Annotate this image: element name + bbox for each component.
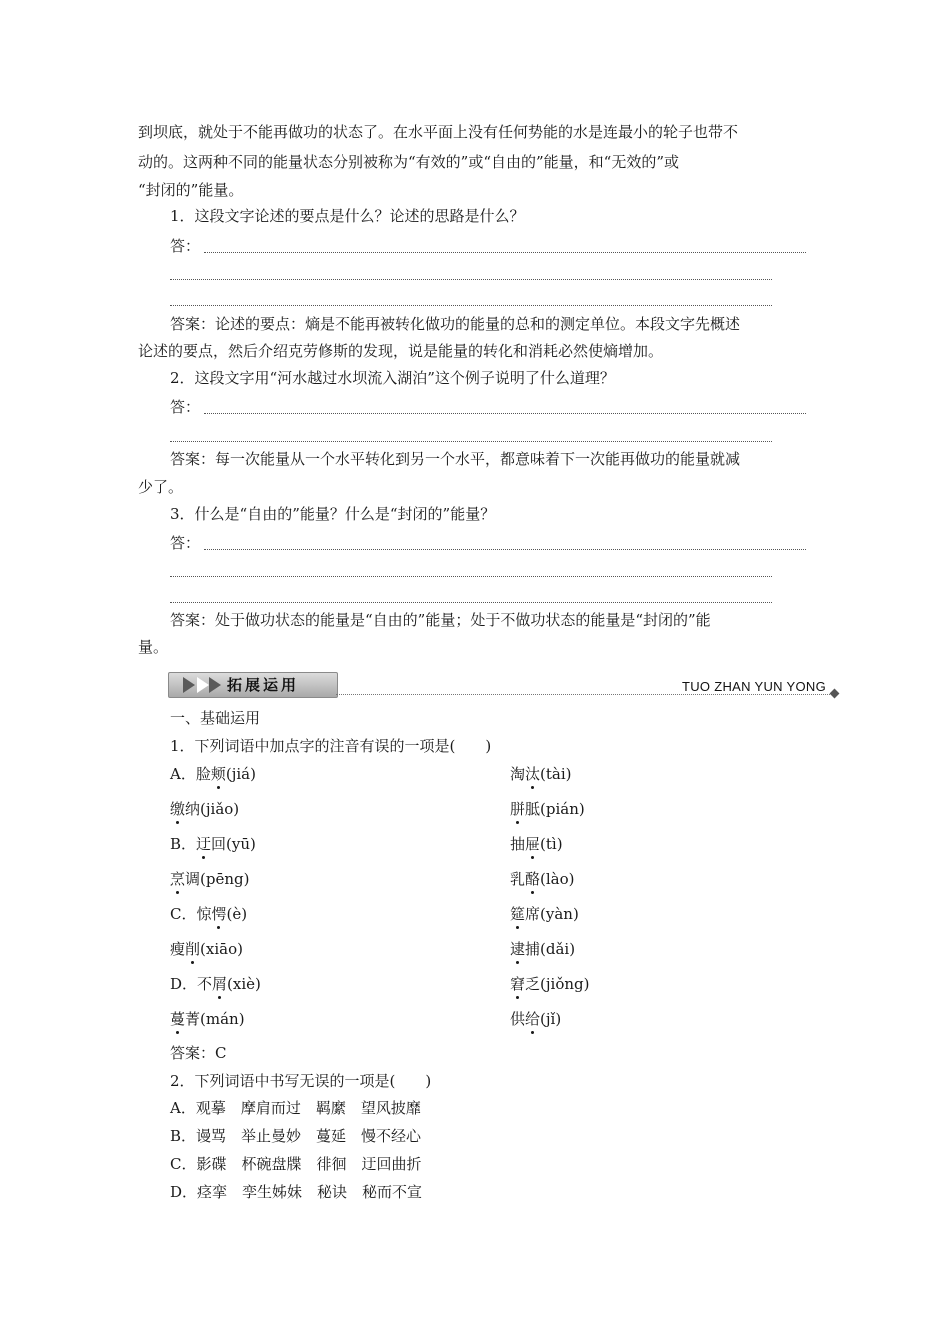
intro-line-3: “封闭的”能量。	[138, 181, 244, 199]
option-word-left	[170, 764, 256, 784]
mcq-2-option-a[interactable]: A．观摹 摩肩而过 羁縻 望风披靡	[170, 1099, 421, 1117]
option-text: (jiá)	[225, 765, 256, 783]
option-text: 胝(pián)	[525, 800, 585, 818]
option-text: 供	[510, 1010, 526, 1028]
dotted-character: 蔓	[170, 1010, 186, 1028]
option-text: (lào)	[540, 870, 575, 888]
banner-divider	[336, 694, 830, 695]
mcq-2-question: 2．下列词语中书写无误的一项是( )	[170, 1072, 432, 1090]
banner-label-box	[168, 672, 338, 698]
option-text: 瘦	[170, 940, 186, 958]
answer-3-line-1: 答案：处于做功状态的能量是“自由的”能量；处于不做功状态的能量是“封闭的”能	[170, 611, 711, 629]
intro-line-1: 到坝底，就处于不能再做功的状态了。在水平面上没有任何势能的水是连最小的轮子也带不	[138, 123, 739, 141]
option-text: 席(yàn)	[525, 905, 579, 923]
dotted-character: 胼	[510, 800, 526, 818]
option-text: 淘	[510, 765, 526, 783]
answer-label-3: 答：	[170, 534, 201, 552]
chevron-right-icon	[183, 677, 195, 693]
answer-blank-line[interactable]	[204, 549, 806, 550]
option-word-left	[170, 834, 256, 854]
option-word-right	[510, 1009, 561, 1029]
option-word-right	[510, 869, 575, 889]
option-text: A．脸	[170, 765, 211, 783]
dotted-character: 给	[525, 1010, 541, 1028]
option-word-right	[510, 764, 572, 784]
option-word-right	[510, 799, 585, 819]
answer-blank-line[interactable]	[204, 252, 806, 253]
section-banner	[168, 670, 840, 700]
answer-label-2: 答：	[170, 398, 201, 416]
option-word-left	[170, 904, 247, 924]
banner-subtitle: TUO ZHAN YUN YONG	[681, 679, 826, 694]
option-text: (è)	[226, 905, 248, 923]
option-word-left	[170, 974, 261, 994]
option-text: (jǐ)	[540, 1010, 562, 1028]
option-text: (xiāo)	[200, 940, 243, 958]
diamond-icon	[830, 689, 840, 699]
option-word-right	[510, 904, 579, 924]
dotted-character: 窘	[510, 975, 526, 993]
option-text: D．不	[170, 975, 213, 993]
answer-label-1: 答：	[170, 237, 201, 255]
option-word-right	[510, 939, 575, 959]
mcq-1-question: 1．下列词语中加点字的注音有误的一项是( )	[170, 737, 492, 755]
answer-2-line-2: 少了。	[138, 478, 184, 496]
mcq-2-option-d[interactable]: D．痉挛 孪生姊妹 秘诀 秘而不宣	[170, 1183, 423, 1201]
answer-blank-line[interactable]	[204, 413, 806, 414]
dotted-character: 烹	[170, 870, 186, 888]
dotted-character: 颊	[210, 765, 226, 783]
dotted-character: 屑	[212, 975, 228, 993]
answer-1-line-2: 论述的要点，然后介绍克劳修斯的发现，说是能量的转化和消耗必然使熵增加。	[138, 342, 664, 360]
section-heading: 一、基础运用	[170, 709, 261, 727]
dotted-character: 愕	[211, 905, 227, 923]
option-text: 菁(mán)	[185, 1010, 245, 1028]
option-text: (tì)	[540, 835, 563, 853]
chevron-right-icon	[209, 677, 221, 693]
dotted-character: 缴	[170, 800, 186, 818]
option-text: 调(pēng)	[185, 870, 250, 888]
option-word-left	[170, 939, 243, 959]
option-text: 抽	[510, 835, 526, 853]
mcq-1-answer: 答案：C	[170, 1044, 227, 1062]
option-word-left	[170, 1009, 245, 1029]
option-word-right	[510, 974, 589, 994]
answer-3-line-2: 量。	[138, 638, 169, 656]
dotted-character: 迂	[196, 835, 212, 853]
answer-blank-line[interactable]	[170, 576, 772, 577]
mcq-2-option-c[interactable]: C．影碟 杯碗盘牒 徘徊 迂回曲折	[170, 1155, 422, 1173]
question-1: 1．这段文字论述的要点是什么？论述的思路是什么？	[170, 207, 525, 225]
dotted-character: 屉	[525, 835, 541, 853]
dotted-character: 汰	[525, 765, 541, 783]
question-2: 2．这段文字用“河水越过水坝流入湖泊”这个例子说明了什么道理？	[170, 369, 615, 387]
dotted-character: 酪	[525, 870, 541, 888]
dotted-character: 筵	[510, 905, 526, 923]
option-text: 乳	[510, 870, 526, 888]
option-text: (tài)	[540, 765, 572, 783]
option-text: (xiè)	[227, 975, 261, 993]
answer-blank-line[interactable]	[170, 279, 772, 280]
option-word-right	[510, 834, 563, 854]
answer-1-line-1: 答案：论述的要点：熵是不能再被转化做功的能量的总和的测定单位。本段文字先概述	[170, 315, 741, 333]
option-text: B．	[170, 835, 197, 853]
intro-line-2: 动的。这两种不同的能量状态分别被称为“有效的”或“自由的”能量，和“无效的”或	[138, 153, 680, 171]
option-text: 纳(jiǎo)	[185, 800, 240, 818]
answer-blank-line[interactable]	[170, 305, 772, 306]
mcq-2-option-b[interactable]: B．谩骂 举止曼妙 蔓延 慢不经心	[170, 1127, 422, 1145]
dotted-character: 削	[185, 940, 201, 958]
option-text: 捕(dǎi)	[525, 940, 576, 958]
question-3: 3．什么是“自由的”能量？什么是“封闭的”能量？	[170, 505, 496, 523]
answer-blank-line[interactable]	[170, 441, 772, 442]
answer-2-line-1: 答案：每一次能量从一个水平转化到另一个水平，都意味着下一次能再做功的能量就减	[170, 450, 741, 468]
option-word-left	[170, 799, 239, 819]
option-text: 乏(jiǒng)	[525, 975, 590, 993]
option-text: C．惊	[170, 905, 212, 923]
option-word-left	[170, 869, 249, 889]
answer-blank-line[interactable]	[170, 602, 772, 603]
banner-title: 拓展运用	[227, 676, 300, 694]
dotted-character: 逮	[510, 940, 526, 958]
option-text: 回(yū)	[211, 835, 256, 853]
chevron-right-icon	[197, 677, 209, 693]
